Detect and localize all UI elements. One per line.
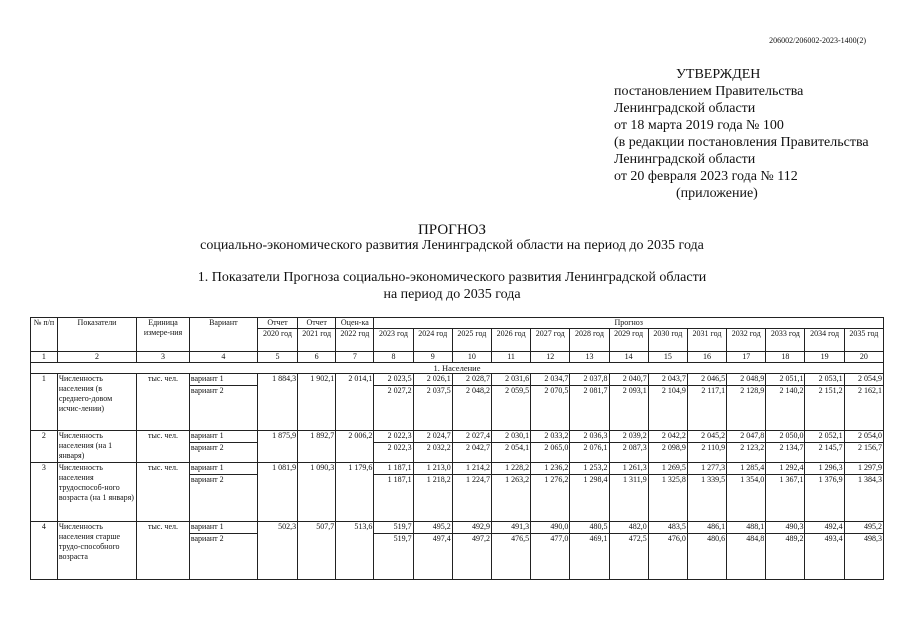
forecast-value: 2 076,1	[570, 443, 609, 463]
forecast-value: 2 033,2	[531, 431, 570, 443]
table-row	[31, 374, 884, 386]
year-header: 2022 год	[336, 329, 374, 352]
header-variant: Вариант	[189, 318, 257, 352]
forecast-value: 1 298,4	[570, 475, 609, 522]
forecast-value: 480,6	[687, 534, 726, 580]
forecast-value: 497,2	[452, 534, 491, 580]
year-header: 2020 год	[257, 329, 297, 352]
column-number: 18	[766, 352, 805, 363]
forecast-value: 1 339,5	[687, 475, 726, 522]
forecast-value: 469,1	[570, 534, 609, 580]
forecast-value: 490,0	[531, 522, 570, 534]
indicator-name: Численность населения (на 1 января)	[57, 431, 136, 463]
forecast-value: 2 093,1	[609, 386, 648, 431]
actual-value: 1 902,1	[298, 374, 336, 431]
unit: тыс. чел.	[137, 522, 190, 580]
forecast-value: 488,1	[727, 522, 766, 534]
year-header: 2033 год	[766, 329, 805, 352]
forecast-value: 2 043,7	[648, 374, 687, 386]
section-row	[31, 363, 884, 374]
forecast-value: 2 023,5	[374, 374, 413, 386]
forecast-value: 2 123,2	[727, 443, 766, 463]
actual-value: 1 884,3	[257, 374, 297, 431]
forecast-value: 2 054,0	[844, 431, 883, 443]
actual-value: 2 006,2	[336, 431, 374, 463]
forecast-value: 1 269,5	[648, 463, 687, 475]
forecast-value: 1 228,2	[491, 463, 530, 475]
forecast-value: 489,2	[766, 534, 805, 580]
approval-block	[614, 66, 869, 202]
table-row	[31, 431, 884, 443]
forecast-value: 1 285,4	[727, 463, 766, 475]
column-number: 9	[413, 352, 452, 363]
forecast-value: 495,2	[844, 522, 883, 534]
forecast-value: 1 187,1	[374, 475, 413, 522]
forecast-value: 2 047,8	[727, 431, 766, 443]
forecast-value: 498,3	[844, 534, 883, 580]
forecast-value: 2 134,7	[766, 443, 805, 463]
column-number: 16	[687, 352, 726, 363]
forecast-value: 1 276,2	[531, 475, 570, 522]
column-number: 10	[452, 352, 491, 363]
indicator-name: Численность населения трудоспособ-ного возраста (на 1 января)	[57, 463, 136, 522]
column-number: 4	[189, 352, 257, 363]
variant-label: вариант 1	[189, 431, 257, 443]
section-heading-line2: на период до 2035 года	[383, 287, 521, 302]
forecast-value: 480,5	[570, 522, 609, 534]
year-header: 2034 год	[805, 329, 844, 352]
column-number: 7	[336, 352, 374, 363]
forecast-value: 1 236,2	[531, 463, 570, 475]
forecast-value: 1 253,2	[570, 463, 609, 475]
year-header: 2030 год	[648, 329, 687, 352]
forecast-value: 491,3	[491, 522, 530, 534]
row-number: 4	[31, 522, 58, 580]
forecast-value: 476,0	[648, 534, 687, 580]
column-number: 13	[570, 352, 609, 363]
forecast-value: 2 034,7	[531, 374, 570, 386]
forecast-value: 1 354,0	[727, 475, 766, 522]
year-header: 2028 год	[570, 329, 609, 352]
actual-value: 1 090,3	[298, 463, 336, 522]
approval-line: от 20 февраля 2023 года № 112	[614, 169, 798, 184]
column-number: 20	[844, 352, 883, 363]
forecast-value: 1 214,2	[452, 463, 491, 475]
forecast-value: 2 027,2	[374, 386, 413, 431]
document-title: ПРОГНОЗ	[417, 222, 487, 238]
forecast-value: 2 037,5	[413, 386, 452, 431]
column-number: 14	[609, 352, 648, 363]
actual-value: 2 014,1	[336, 374, 374, 431]
forecast-value: 2 151,2	[805, 386, 844, 431]
forecast-value: 2 028,7	[452, 374, 491, 386]
column-number: 3	[137, 352, 190, 363]
forecast-value: 2 022,3	[374, 431, 413, 443]
section-heading-line1: 1. Показатели Прогноза социально-экономического развития Ленинградской области	[197, 270, 707, 285]
forecast-value: 2 053,1	[805, 374, 844, 386]
forecast-value: 492,4	[805, 522, 844, 534]
forecast-value: 2 128,9	[727, 386, 766, 431]
forecast-value: 1 263,2	[491, 475, 530, 522]
header-indicator: Показатели	[57, 318, 136, 352]
row-number: 1	[31, 374, 58, 431]
forecast-value: 476,5	[491, 534, 530, 580]
forecast-value: 2 087,3	[609, 443, 648, 463]
variant-label: вариант 2	[189, 386, 257, 431]
forecast-value: 1 296,3	[805, 463, 844, 475]
forecast-value: 490,3	[766, 522, 805, 534]
forecast-value: 2 052,1	[805, 431, 844, 443]
forecast-value: 2 031,6	[491, 374, 530, 386]
year-header: 2024 год	[413, 329, 452, 352]
approval-line: от 18 марта 2019 года № 100	[614, 118, 784, 133]
indicator-name: Численность населения старше трудо-способного возраста	[57, 522, 136, 580]
forecast-value: 519,7	[374, 534, 413, 580]
forecast-value: 484,8	[727, 534, 766, 580]
header-report: Отчет	[298, 318, 336, 329]
forecast-value: 2 140,2	[766, 386, 805, 431]
year-header: 2021 год	[298, 329, 336, 352]
forecast-value: 1 213,0	[413, 463, 452, 475]
forecast-value: 1 297,9	[844, 463, 883, 475]
unit: тыс. чел.	[137, 463, 190, 522]
forecast-value: 477,0	[531, 534, 570, 580]
forecast-value: 2 070,5	[531, 386, 570, 431]
header-report: Отчет	[257, 318, 297, 329]
forecast-value: 1 292,4	[766, 463, 805, 475]
variant-label: вариант 1	[189, 463, 257, 475]
row-number: 2	[31, 431, 58, 463]
approval-line: постановлением Правительства	[614, 84, 804, 99]
forecast-value: 2 059,5	[491, 386, 530, 431]
header-row	[31, 318, 884, 329]
forecast-value: 495,2	[413, 522, 452, 534]
forecast-value: 2 040,7	[609, 374, 648, 386]
approval-line: (в редакции постановления Правительства	[614, 135, 869, 150]
year-header: 2032 год	[727, 329, 766, 352]
variant-label: вариант 2	[189, 534, 257, 580]
forecast-value: 1 277,3	[687, 463, 726, 475]
variant-label: вариант 2	[189, 443, 257, 463]
document-subtitle: социально-экономического развития Ленинградской области на период до 2035 года	[200, 238, 704, 253]
indicator-name: Численность населения (в среднего-довом исчис-лении)	[57, 374, 136, 431]
header-num: № п/п	[31, 318, 58, 352]
header-estimate: Оцен-ка	[336, 318, 374, 329]
forecast-value: 1 367,1	[766, 475, 805, 522]
forecast-value: 2 027,4	[452, 431, 491, 443]
forecast-value: 2 156,7	[844, 443, 883, 463]
approval-line: Ленинградской области	[614, 101, 756, 116]
forecast-value: 2 145,7	[805, 443, 844, 463]
column-number: 12	[531, 352, 570, 363]
forecast-value: 2 104,9	[648, 386, 687, 431]
header-unit: Единица измере-ния	[137, 318, 190, 352]
column-number: 1	[31, 352, 58, 363]
forecast-table	[30, 317, 884, 580]
column-number-row	[31, 352, 884, 363]
year-header: 2031 год	[687, 329, 726, 352]
actual-value: 513,6	[336, 522, 374, 580]
column-number: 8	[374, 352, 413, 363]
forecast-value: 486,1	[687, 522, 726, 534]
forecast-value: 2 098,9	[648, 443, 687, 463]
forecast-value: 493,4	[805, 534, 844, 580]
forecast-value: 1 261,3	[609, 463, 648, 475]
forecast-value: 2 051,1	[766, 374, 805, 386]
column-number: 17	[727, 352, 766, 363]
forecast-value: 2 050,0	[766, 431, 805, 443]
year-header: 2029 год	[609, 329, 648, 352]
column-number: 2	[57, 352, 136, 363]
actual-value: 1 875,9	[257, 431, 297, 463]
forecast-value: 2 054,9	[844, 374, 883, 386]
year-header: 2027 год	[531, 329, 570, 352]
actual-value: 502,3	[257, 522, 297, 580]
forecast-value: 1 187,1	[374, 463, 413, 475]
header-forecast: Прогноз	[374, 318, 884, 329]
forecast-value: 2 039,2	[609, 431, 648, 443]
forecast-value: 2 081,7	[570, 386, 609, 431]
forecast-value: 1 224,7	[452, 475, 491, 522]
actual-value: 507,7	[298, 522, 336, 580]
forecast-value: 2 065,0	[531, 443, 570, 463]
forecast-value: 1 311,9	[609, 475, 648, 522]
forecast-value: 2 032,2	[413, 443, 452, 463]
forecast-value: 482,0	[609, 522, 648, 534]
unit: тыс. чел.	[137, 374, 190, 431]
section-title: 1. Население	[31, 363, 884, 374]
forecast-value: 1 325,8	[648, 475, 687, 522]
forecast-value: 2 037,8	[570, 374, 609, 386]
forecast-value: 1 376,9	[805, 475, 844, 522]
forecast-value: 2 048,2	[452, 386, 491, 431]
forecast-value: 2 042,2	[648, 431, 687, 443]
approval-line: Ленинградской области	[614, 152, 756, 167]
column-number: 11	[491, 352, 530, 363]
forecast-value: 2 117,1	[687, 386, 726, 431]
forecast-value: 2 110,9	[687, 443, 726, 463]
forecast-value: 497,4	[413, 534, 452, 580]
year-header: 2023 год	[374, 329, 413, 352]
table-row	[31, 463, 884, 475]
column-number: 19	[805, 352, 844, 363]
actual-value: 1 892,7	[298, 431, 336, 463]
variant-label: вариант 1	[189, 522, 257, 534]
variant-label: вариант 1	[189, 374, 257, 386]
forecast-value: 519,7	[374, 522, 413, 534]
forecast-value: 2 045,2	[687, 431, 726, 443]
year-header: 2025 год	[452, 329, 491, 352]
year-header: 2026 год	[491, 329, 530, 352]
forecast-value: 472,5	[609, 534, 648, 580]
forecast-value: 1 384,3	[844, 475, 883, 522]
forecast-value: 492,9	[452, 522, 491, 534]
forecast-value: 2 042,7	[452, 443, 491, 463]
forecast-value: 1 218,2	[413, 475, 452, 522]
column-number: 5	[257, 352, 297, 363]
year-header: 2035 год	[844, 329, 883, 352]
actual-value: 1 179,6	[336, 463, 374, 522]
forecast-value: 2 026,1	[413, 374, 452, 386]
actual-value: 1 081,9	[257, 463, 297, 522]
column-number: 15	[648, 352, 687, 363]
forecast-value: 2 024,7	[413, 431, 452, 443]
forecast-value: 2 046,5	[687, 374, 726, 386]
unit: тыс. чел.	[137, 431, 190, 463]
forecast-value: 483,5	[648, 522, 687, 534]
table-row	[31, 522, 884, 534]
forecast-value: 2 022,3	[374, 443, 413, 463]
approval-appendix: (приложение)	[676, 186, 758, 201]
forecast-value: 2 030,1	[491, 431, 530, 443]
variant-label: вариант 2	[189, 475, 257, 522]
row-number: 3	[31, 463, 58, 522]
forecast-value: 2 054,1	[491, 443, 530, 463]
forecast-value: 2 048,9	[727, 374, 766, 386]
forecast-value: 2 036,3	[570, 431, 609, 443]
document-number: 206002/206002-2023-1400(2)	[769, 36, 866, 45]
column-number: 6	[298, 352, 336, 363]
forecast-value: 2 162,1	[844, 386, 883, 431]
approval-heading: УТВЕРЖДЕН	[676, 67, 761, 82]
